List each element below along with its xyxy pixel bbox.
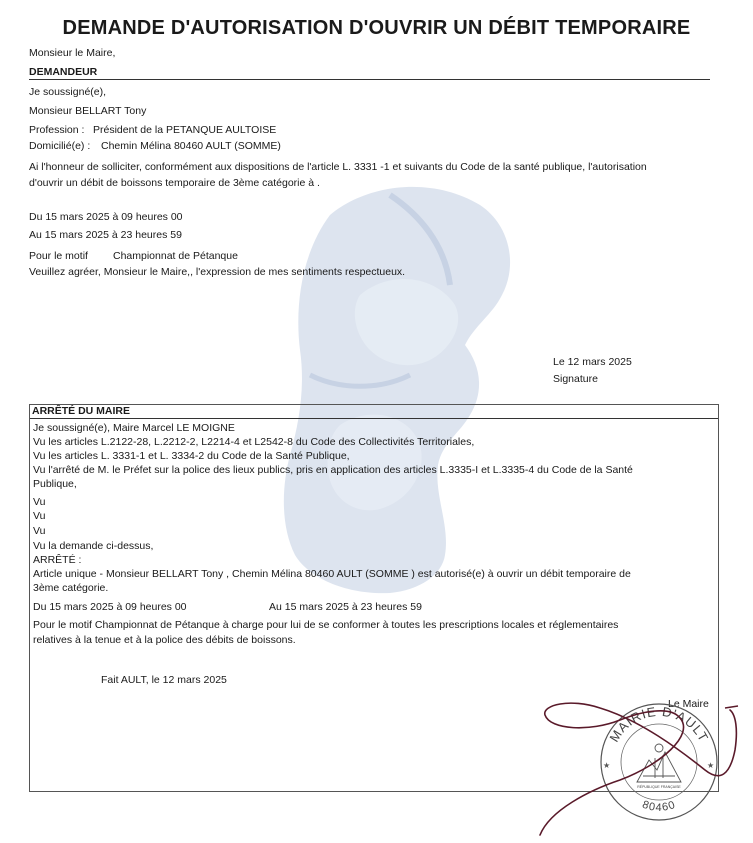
arrete-line: Vu les articles L.2122-28, L.2212-2, L2214-4 et L2542-8 du Code des Collectivités Territoriales, (33, 436, 475, 448)
arrete-date-from: Du 15 mars 2025 à 09 heures 00 (33, 601, 187, 613)
demandeur-date-from: Du 15 mars 2025 à 09 heures 00 (29, 211, 183, 223)
arrete-line: Vu les articles L. 3331-1 et L. 3334-2 du Code de la Santé Publique, (33, 450, 350, 462)
arrete-line: Vu la demande ci-dessus, (33, 540, 154, 552)
stamp-bottom-text: 80460 (640, 798, 678, 814)
arrete-motif-line-1: Pour le motif Championnat de Pétanque à charge pour lui de se conformer à toutes les prescriptions locales et réglementaires (33, 619, 619, 631)
motif-value: Championnat de Pétanque (113, 250, 238, 262)
fait-line: Fait AULT, le 12 mars 2025 (101, 674, 227, 686)
arrete-line: Article unique - Monsieur BELLART Tony , Chemin Mélina 80460 AULT (SOMME ) est autorisé(e) à ouvrir un débit temporaire de (33, 568, 631, 580)
arrete-line: ARRÊTÉ : (33, 554, 82, 566)
arrete-line: Vu (33, 525, 46, 537)
request-line-2: d'ouvrir un débit de boissons temporaire de 3ème catégorie à . (29, 177, 320, 189)
signature-label: Signature (553, 373, 598, 385)
page-title: DEMANDE D'AUTORISATION D'OUVRIR UN DÉBIT TEMPORAIRE (62, 17, 691, 39)
demandeur-heading: DEMANDEUR (29, 66, 98, 78)
arrete-date-to: Au 15 mars 2025 à 23 heures 59 (269, 601, 422, 613)
arrete-line: Vu l'arrêté de M. le Préfet sur la police des lieux publics, pris en application des articles L.3335-I et L.3335-4 du Code de la Santé (33, 464, 633, 476)
arrete-line: 3ème catégorie. (33, 582, 109, 594)
demandeur-intro: Je soussigné(e), (29, 86, 107, 98)
stamp-star-icon: ★ (603, 761, 611, 770)
request-line-1: Ai l'honneur de solliciter, conformément aux dispositions de l'article L. 3331 -1 et suivants du Code de la santé publique, l'autorisation (29, 161, 647, 173)
demandeur-name: Monsieur BELLART Tony (29, 105, 147, 117)
arrete-heading: ARRÊTÉ DU MAIRE (32, 405, 131, 417)
domicile-label: Domicilié(e) : (29, 140, 91, 152)
handwritten-signature (530, 690, 745, 840)
profession-value: Président de la PETANQUE AULTOISE (93, 124, 277, 136)
arrete-motif-line-2: relatives à la tenue et à la police des débits de boissons. (33, 634, 296, 646)
arrete-line: Je soussigné(e), Maire Marcel LE MOIGNE (33, 422, 235, 434)
stamp-inner-text: RÉPUBLIQUE FRANÇAISE (637, 785, 681, 789)
date-signed: Le 12 mars 2025 (553, 356, 632, 368)
arrete-line: Vu (33, 496, 46, 508)
signatory-label: Le Maire (668, 698, 709, 710)
domicile-value: Chemin Mélina 80460 AULT (SOMME) (101, 140, 281, 152)
demandeur-date-to: Au 15 mars 2025 à 23 heures 59 (29, 229, 182, 241)
stamp-star-icon: ★ (707, 761, 715, 770)
salutation: Monsieur le Maire, (29, 47, 116, 59)
arrete-line: Vu (33, 510, 46, 522)
stamp-top-text: MAIRIE D'AULT (606, 703, 712, 745)
motif-label: Pour le motif (29, 250, 88, 262)
profession-label: Profession : (29, 124, 85, 136)
closing-formula: Veuillez agréer, Monsieur le Maire,, l'expression de mes sentiments respectueux. (29, 266, 406, 278)
demandeur-rule (29, 79, 710, 80)
arrete-rule (30, 418, 718, 419)
arrete-line: Publique, (33, 478, 77, 490)
